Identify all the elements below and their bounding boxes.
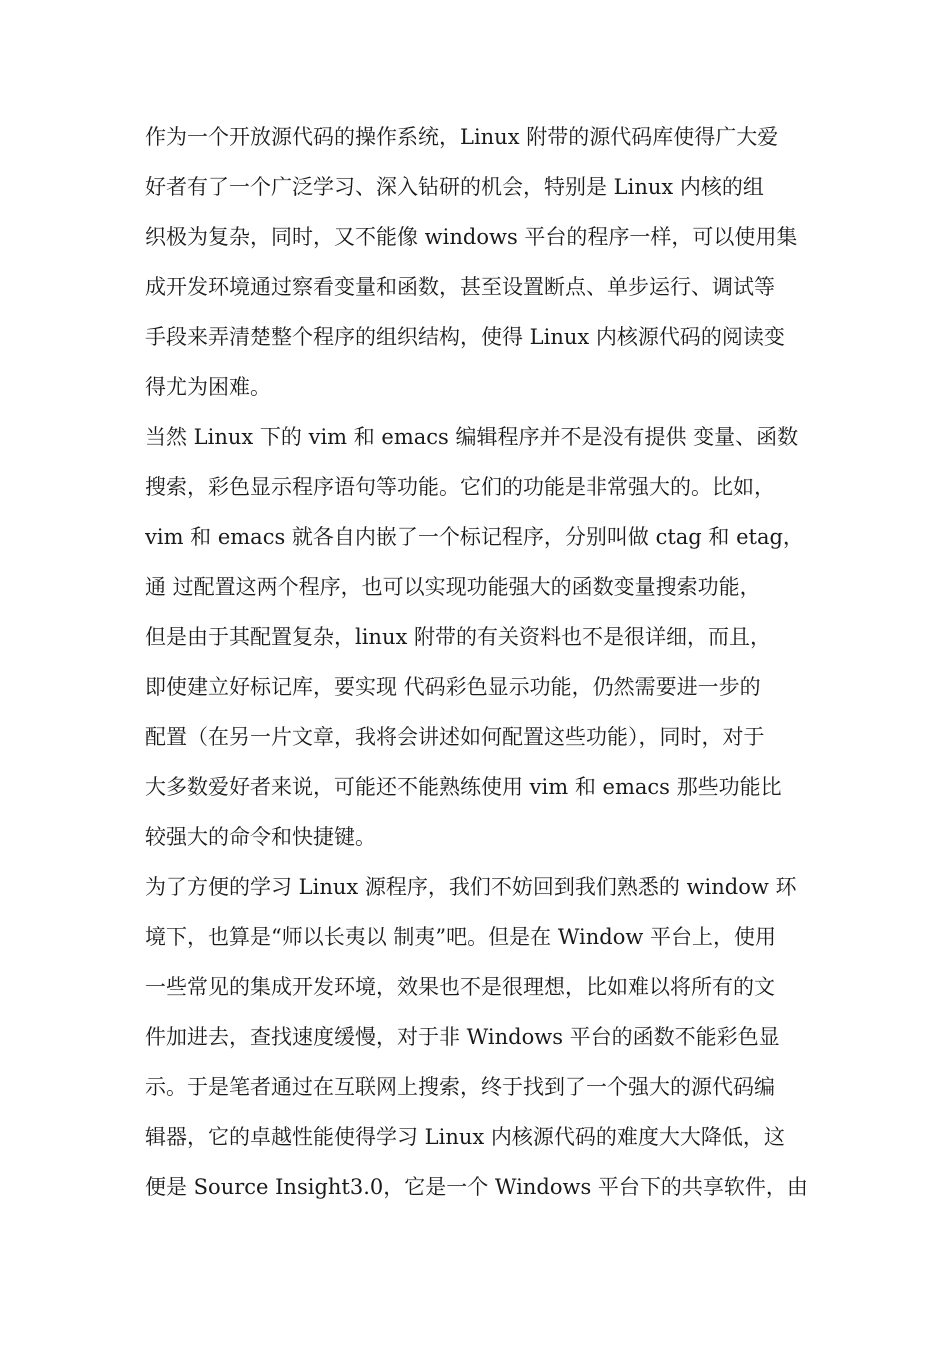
text-line: 织极为复杂，同时，又不能像 windows 平台的程序一样，可以使用集 [145, 225, 798, 249]
document-body [145, 112, 813, 1212]
text-line: 得尤为困难。 [145, 375, 271, 399]
paragraph-3 [145, 862, 813, 1212]
text-line: 为了方便的学习 Linux 源程序，我们不妨回到我们熟悉的 window 环 [145, 875, 797, 899]
text-line: 示。于是笔者通过在互联网上搜索，终于找到了一个强大的源代码编 [145, 1075, 775, 1099]
text-line: 便是 Source Insight3.0，它是一个 Windows 平台下的共享软件，由 [145, 1175, 808, 1199]
text-line: 配置（在另一片文章，我将会讲述如何配置这些功能），同时，对于 [145, 725, 765, 749]
text-line: 通 过配置这两个程序，也可以实现功能强大的函数变量搜索功能， [145, 575, 761, 599]
text-line: 作为一个开放源代码的操作系统，Linux 附带的源代码库使得广大爱 [145, 125, 779, 149]
text-line: 一些常见的集成开发环境，效果也不是很理想，比如难以将所有的文 [145, 975, 775, 999]
text-line: vim 和 emacs 就各自内嵌了一个标记程序，分别叫做 ctag 和 etag， [145, 525, 804, 549]
text-line: 大多数爱好者来说，可能还不能熟练使用 vim 和 emacs 那些功能比 [145, 775, 782, 799]
text-line: 较强大的命令和快捷键。 [145, 825, 376, 849]
text-line: 即使建立好标记库，要实现 代码彩色显示功能，仍然需要进一步的 [145, 675, 761, 699]
paragraph-2 [145, 412, 813, 862]
text-line: 境下，也算是“师以长夷以 制夷”吧。但是在 Window 平台上，使用 [145, 925, 777, 949]
text-line: 辑器，它的卓越性能使得学习 Linux 内核源代码的难度大大降低，这 [145, 1125, 785, 1149]
paragraph-1 [145, 112, 813, 412]
text-line: 搜索，彩色显示程序语句等功能。它们的功能是非常强大的。比如， [145, 475, 775, 499]
text-line: 好者有了一个广泛学习、深入钻研的机会，特别是 Linux 内核的组 [145, 175, 764, 199]
text-line: 件加进去，查找速度缓慢，对于非 Windows 平台的函数不能彩色显 [145, 1025, 780, 1049]
text-line: 成开发环境通过察看变量和函数，甚至设置断点、单步运行、调试等 [145, 275, 775, 299]
text-line: 手段来弄清楚整个程序的组织结构，使得 Linux 内核源代码的阅读变 [145, 325, 785, 349]
text-line: 当然 Linux 下的 vim 和 emacs 编辑程序并不是没有提供 变量、函数 [145, 425, 799, 449]
text-line: 但是由于其配置复杂，linux 附带的有关资料也不是很详细，而且， [145, 625, 771, 649]
